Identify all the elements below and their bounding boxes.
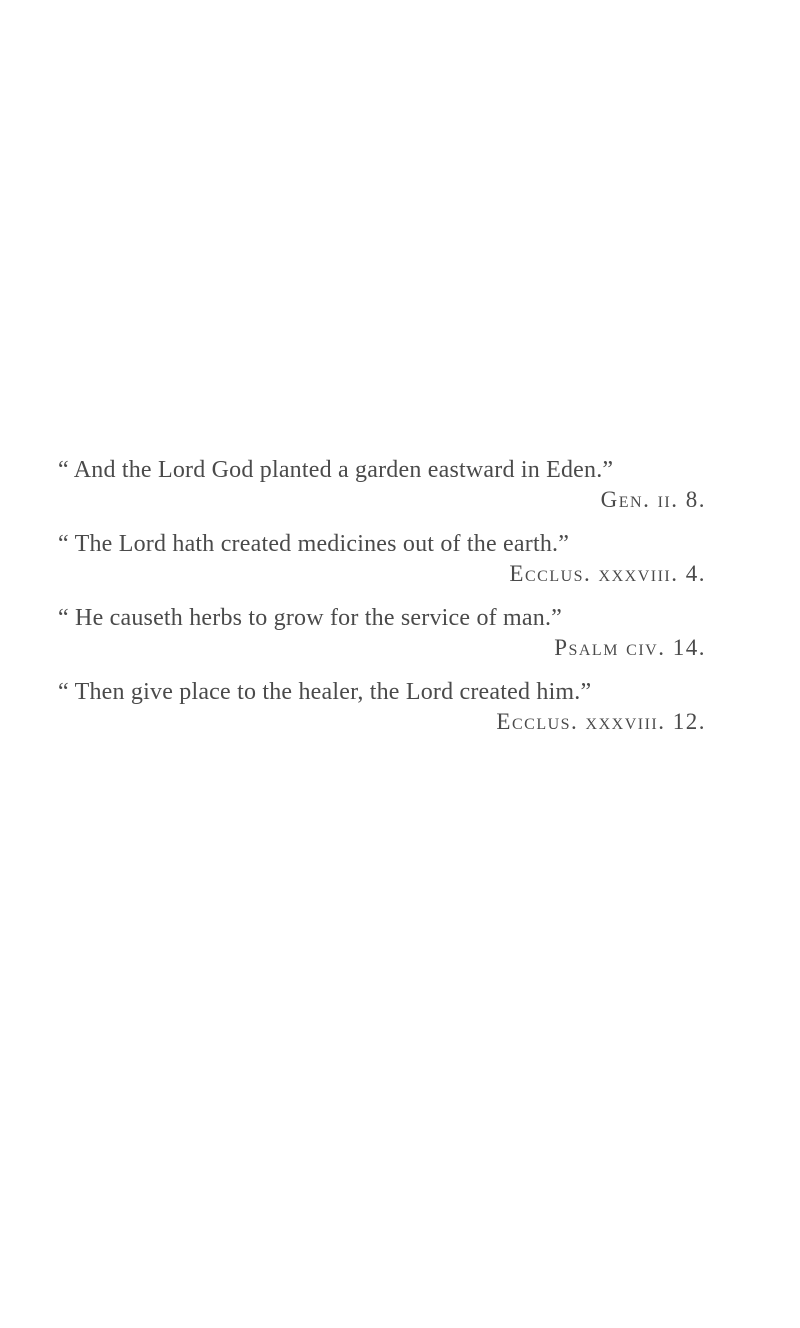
- epigraph-citation: Psalm civ. 14.: [554, 635, 706, 660]
- epigraph-ecclus-12: [40, 677, 706, 737]
- epigraph-citation: Gen. ii. 8.: [600, 487, 706, 512]
- epigraph-quote: “ The Lord hath created medicines out of the earth.”: [58, 531, 570, 557]
- epigraph-quote: “ And the Lord God planted a garden eastward in Eden.”: [58, 457, 614, 483]
- epigraph-ecclus-4: [40, 529, 706, 589]
- epigraph-psalm: [40, 603, 706, 663]
- epigraph-citation: Ecclus. xxxviii. 12.: [496, 709, 706, 734]
- epigraph-citation: Ecclus. xxxviii. 4.: [509, 561, 706, 586]
- epigraph-quote: “ He causeth herbs to grow for the service of man.”: [58, 605, 563, 631]
- epigraph-quote: “ Then give place to the healer, the Lord created him.”: [58, 679, 592, 705]
- epigraph-genesis: [40, 455, 706, 515]
